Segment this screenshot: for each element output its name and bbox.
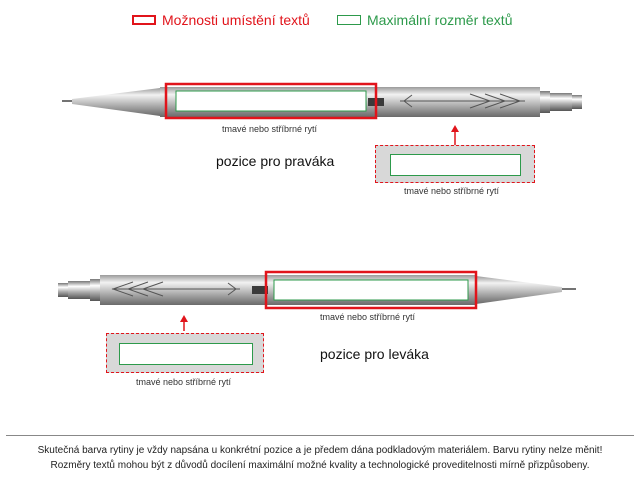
legend-placement-label: Možnosti umístění textů [162, 12, 310, 28]
position-label-left: pozice pro leváka [320, 346, 429, 362]
pen-front-cone [476, 276, 562, 304]
max-text-area-left [274, 280, 468, 300]
pen-button-cap [572, 95, 582, 109]
max-text-area-right [176, 91, 366, 111]
legend-max-size-label: Maximální rozměr textů [367, 12, 513, 28]
zoom-text-area-left [119, 343, 253, 365]
pen-right-handed [62, 84, 582, 145]
pen-left-handed [58, 272, 576, 331]
footer-line-2: Rozměry textů mohou být z důvodů docílení maximální možné kvality a technologické proveditelnosti mírně přizpůsobeny. [50, 460, 590, 471]
zoom-box-right [375, 145, 535, 183]
zoom-box-left [106, 333, 264, 373]
position-label-right: pozice pro praváka [216, 153, 335, 169]
footer-line-1: Skutečná barva rytiny je vždy napsána u konkrétní pozice a je předem dána podkladovým materiálem. Barvu rytiny nelze měnit! [37, 445, 603, 456]
pen-front-cone [72, 88, 160, 116]
pen-push-button [68, 281, 90, 299]
pen-push-button [550, 93, 572, 111]
pen-end-ring [540, 91, 550, 113]
pointer-arrowhead-right [451, 125, 459, 132]
pen-button-cap [58, 283, 68, 297]
pen-end-ring [90, 279, 100, 301]
pointer-arrowhead-left [180, 315, 188, 322]
engraving-note-right: tmavé nebo stříbrné rytí [222, 124, 318, 134]
zoom-text-area-right [390, 154, 521, 176]
zoom-note-right: tmavé nebo stříbrné rytí [404, 186, 500, 196]
zoom-note-left: tmavé nebo stříbrné rytí [136, 377, 232, 387]
engraving-note-left: tmavé nebo stříbrné rytí [320, 312, 416, 322]
footer-divider [6, 435, 634, 436]
footer-note [0, 443, 640, 473]
